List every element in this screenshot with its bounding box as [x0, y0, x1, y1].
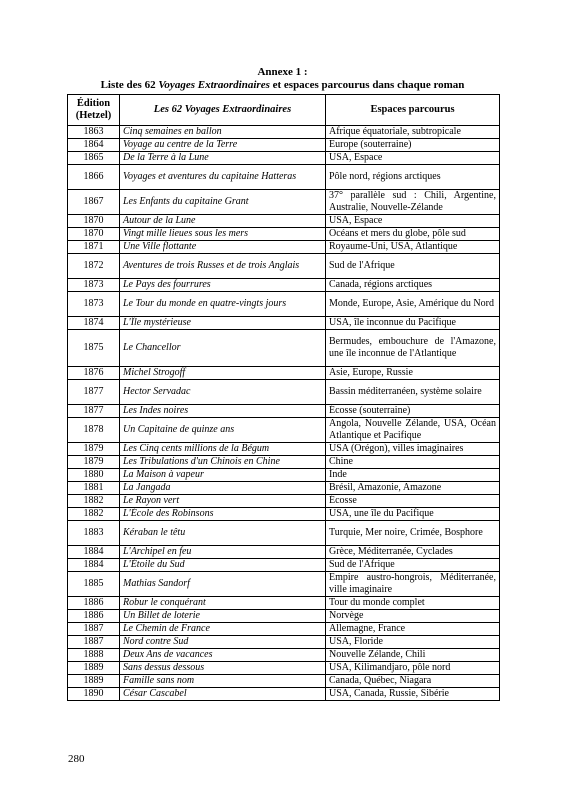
spaces-cell: Royaume-Uni, USA, Atlantique	[326, 241, 500, 254]
table-row	[68, 405, 500, 418]
spaces-cell: Bermudes, embouchure de l'Amazone, une île inconnue de l'Atlantique	[326, 330, 500, 367]
voyage-title-cell: De la Terre à la Lune	[120, 152, 326, 165]
edition-year-cell: 1873	[68, 279, 120, 292]
table-header-row	[68, 95, 500, 126]
table-row	[68, 292, 500, 317]
edition-year-cell: 1872	[68, 254, 120, 279]
voyage-title-cell: Les Enfants du capitaine Grant	[120, 190, 326, 215]
voyage-title-cell: Michel Strogoff	[120, 367, 326, 380]
spaces-cell: Asie, Europe, Russie	[326, 367, 500, 380]
spaces-cell: Bassin méditerranéen, système solaire	[326, 380, 500, 405]
edition-year-cell: 1876	[68, 367, 120, 380]
spaces-cell: Empire austro-hongrois, Méditerranée, ville imaginaire	[326, 572, 500, 597]
voyage-title-cell: Les Cinq cents millions de la Bégum	[120, 443, 326, 456]
voyage-title-cell: Aventures de trois Russes et de trois Anglais	[120, 254, 326, 279]
spaces-cell: Afrique équatoriale, subtropicale	[326, 126, 500, 139]
subtitle-prefix: Liste des 62	[100, 79, 159, 91]
table-row	[68, 688, 500, 701]
voyage-title-cell: L'Étoile du Sud	[120, 559, 326, 572]
voyage-title-cell: La Maison à vapeur	[120, 469, 326, 482]
table-row	[68, 546, 500, 559]
spaces-cell: Turquie, Mer noire, Crimée, Bosphore	[326, 521, 500, 546]
table-row	[68, 317, 500, 330]
table-row	[68, 469, 500, 482]
table-row	[68, 636, 500, 649]
edition-year-cell: 1884	[68, 559, 120, 572]
edition-year-cell: 1866	[68, 165, 120, 190]
voyage-title-cell: Le Chemin de France	[120, 623, 326, 636]
table-row	[68, 662, 500, 675]
annex-subtitle	[0, 79, 565, 91]
edition-year-cell: 1867	[68, 190, 120, 215]
spaces-cell: Norvège	[326, 610, 500, 623]
edition-year-cell: 1881	[68, 482, 120, 495]
spaces-cell: Écosse (souterraine)	[326, 405, 500, 418]
edition-year-cell: 1870	[68, 215, 120, 228]
edition-year-cell: 1879	[68, 443, 120, 456]
edition-year-cell: 1878	[68, 418, 120, 443]
voyage-title-cell: Deux Ans de vacances	[120, 649, 326, 662]
spaces-cell: Allemagne, France	[326, 623, 500, 636]
edition-year-cell: 1882	[68, 495, 120, 508]
table-row	[68, 456, 500, 469]
table-row	[68, 254, 500, 279]
table-row	[68, 126, 500, 139]
edition-year-cell: 1886	[68, 597, 120, 610]
annex-title: Annexe 1 :	[257, 66, 308, 78]
spaces-cell: Canada, Québec, Niagara	[326, 675, 500, 688]
spaces-cell: Sud de l'Afrique	[326, 254, 500, 279]
edition-year-cell: 1889	[68, 662, 120, 675]
edition-year-cell: 1882	[68, 508, 120, 521]
spaces-cell: 37° parallèle sud : Chili, Argentine, Australie, Nouvelle-Zélande	[326, 190, 500, 215]
edition-year-cell: 1877	[68, 380, 120, 405]
edition-year-cell: 1890	[68, 688, 120, 701]
header-edition: Édition (Hetzel)	[68, 95, 120, 126]
voyage-title-cell: Kéraban le têtu	[120, 521, 326, 546]
table-row	[68, 380, 500, 405]
page-number: 280	[68, 753, 85, 765]
spaces-cell: Brésil, Amazonie, Amazone	[326, 482, 500, 495]
voyage-title-cell: Autour de la Lune	[120, 215, 326, 228]
voyage-title-cell: La Jangada	[120, 482, 326, 495]
edition-year-cell: 1887	[68, 623, 120, 636]
voyage-title-cell: Famille sans nom	[120, 675, 326, 688]
table-row	[68, 559, 500, 572]
subtitle-suffix: et espaces parcourus dans chaque roman	[269, 79, 465, 91]
table-row	[68, 572, 500, 597]
voyage-title-cell: Les Tribulations d'un Chinois en Chine	[120, 456, 326, 469]
spaces-cell: USA, Floride	[326, 636, 500, 649]
table-row	[68, 508, 500, 521]
table-row	[68, 597, 500, 610]
spaces-cell: Chine	[326, 456, 500, 469]
table-row	[68, 482, 500, 495]
spaces-cell: USA, Espace	[326, 152, 500, 165]
edition-year-cell: 1865	[68, 152, 120, 165]
edition-year-cell: 1877	[68, 405, 120, 418]
header-espaces: Espaces parcourus	[326, 95, 500, 126]
voyage-title-cell: Un Capitaine de quinze ans	[120, 418, 326, 443]
spaces-cell: Tour du monde complet	[326, 597, 500, 610]
voyage-title-cell: Un Billet de loterie	[120, 610, 326, 623]
spaces-cell: Nouvelle Zélande, Chili	[326, 649, 500, 662]
table-row	[68, 443, 500, 456]
table-body	[68, 126, 500, 701]
voyage-title-cell: Le Pays des fourrures	[120, 279, 326, 292]
table-row	[68, 521, 500, 546]
edition-year-cell: 1880	[68, 469, 120, 482]
table-row	[68, 139, 500, 152]
voyage-title-cell: Voyages et aventures du capitaine Hatteras	[120, 165, 326, 190]
voyage-title-cell: Nord contre Sud	[120, 636, 326, 649]
voyage-title-cell: Hector Servadac	[120, 380, 326, 405]
spaces-cell: Grèce, Méditerranée, Cyclades	[326, 546, 500, 559]
spaces-cell: Angola, Nouvelle Zélande, USA, Océan Atlantique et Pacifique	[326, 418, 500, 443]
voyage-title-cell: Les Indes noires	[120, 405, 326, 418]
voyage-title-cell: Une Ville flottante	[120, 241, 326, 254]
table-row	[68, 418, 500, 443]
voyage-title-cell: César Cascabel	[120, 688, 326, 701]
voyage-title-cell: L'Archipel en feu	[120, 546, 326, 559]
spaces-cell: Inde	[326, 469, 500, 482]
table-row	[68, 610, 500, 623]
spaces-cell: USA, île inconnue du Pacifique	[326, 317, 500, 330]
spaces-cell: Europe (souterraine)	[326, 139, 500, 152]
voyage-title-cell: L'École des Robinsons	[120, 508, 326, 521]
edition-year-cell: 1884	[68, 546, 120, 559]
voyage-title-cell: L'Île mystérieuse	[120, 317, 326, 330]
table-row	[68, 241, 500, 254]
subtitle-italic: Voyages Extraordinaires	[158, 79, 270, 91]
edition-year-cell: 1885	[68, 572, 120, 597]
spaces-cell: Océans et mers du globe, pôle sud	[326, 228, 500, 241]
edition-year-cell: 1887	[68, 636, 120, 649]
edition-year-cell: 1879	[68, 456, 120, 469]
spaces-cell: Canada, régions arctiques	[326, 279, 500, 292]
spaces-cell: USA, Canada, Russie, Sibérie	[326, 688, 500, 701]
table-row	[68, 330, 500, 367]
table-row	[68, 152, 500, 165]
table-row	[68, 623, 500, 636]
edition-year-cell: 1873	[68, 292, 120, 317]
edition-year-cell: 1875	[68, 330, 120, 367]
voyage-title-cell: Voyage au centre de la Terre	[120, 139, 326, 152]
edition-year-cell: 1871	[68, 241, 120, 254]
edition-year-cell: 1886	[68, 610, 120, 623]
spaces-cell: USA, Espace	[326, 215, 500, 228]
spaces-cell: Monde, Europe, Asie, Amérique du Nord	[326, 292, 500, 317]
voyage-title-cell: Vingt mille lieues sous les mers	[120, 228, 326, 241]
spaces-cell: USA, une île du Pacifique	[326, 508, 500, 521]
edition-year-cell: 1863	[68, 126, 120, 139]
voyage-title-cell: Mathias Sandorf	[120, 572, 326, 597]
edition-year-cell: 1870	[68, 228, 120, 241]
voyage-title-cell: Sans dessus dessous	[120, 662, 326, 675]
table-row	[68, 495, 500, 508]
edition-year-cell: 1874	[68, 317, 120, 330]
voyage-title-cell: Le Chancellor	[120, 330, 326, 367]
table-row	[68, 675, 500, 688]
table-row	[68, 165, 500, 190]
table-row	[68, 190, 500, 215]
table-row	[68, 228, 500, 241]
edition-year-cell: 1883	[68, 521, 120, 546]
edition-year-cell: 1889	[68, 675, 120, 688]
spaces-cell: USA (Orégon), villes imaginaires	[326, 443, 500, 456]
voyage-title-cell: Robur le conquérant	[120, 597, 326, 610]
spaces-cell: Pôle nord, régions arctiques	[326, 165, 500, 190]
voyage-title-cell: Le Tour du monde en quatre-vingts jours	[120, 292, 326, 317]
spaces-cell: Écosse	[326, 495, 500, 508]
voyage-title-cell: Le Rayon vert	[120, 495, 326, 508]
spaces-cell: Sud de l'Afrique	[326, 559, 500, 572]
voyages-table	[67, 94, 500, 701]
voyage-title-cell: Cinq semaines en ballon	[120, 126, 326, 139]
table-row	[68, 279, 500, 292]
header-voyages: Les 62 Voyages Extraordinaires	[120, 95, 326, 126]
spaces-cell: USA, Kilimandjaro, pôle nord	[326, 662, 500, 675]
table-row	[68, 367, 500, 380]
table-row	[68, 649, 500, 662]
edition-year-cell: 1864	[68, 139, 120, 152]
table-row	[68, 215, 500, 228]
edition-year-cell: 1888	[68, 649, 120, 662]
